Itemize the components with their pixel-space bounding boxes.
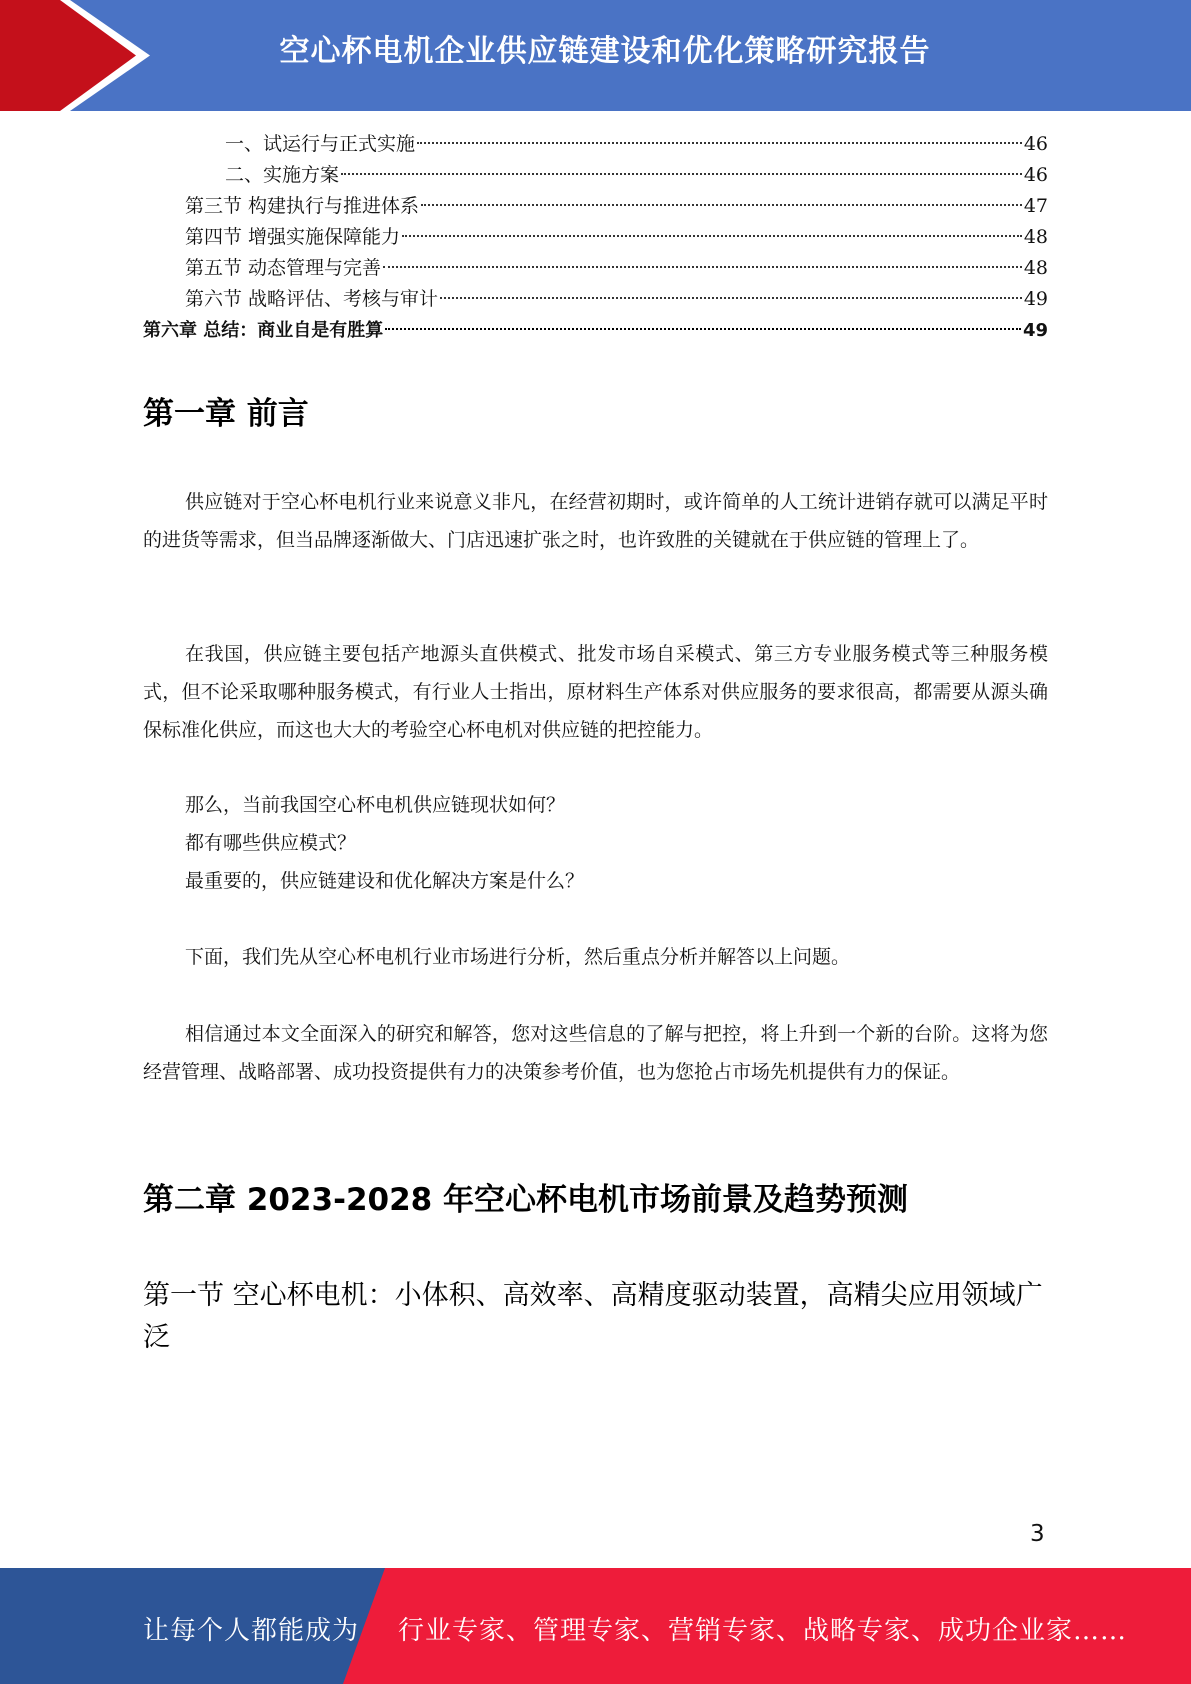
toc-entry[interactable] [143, 284, 1048, 315]
toc-entry-label: 第六章 总结：商业自是有胜算 [143, 320, 384, 341]
toc-entry-label: 一、试运行与正式实施 [225, 133, 416, 155]
page-number: 3 [1030, 1521, 1045, 1547]
toc-leader-dots [402, 235, 1022, 237]
toc-entry[interactable] [143, 222, 1048, 253]
toc-entry-label: 第四节 增强实施保障能力 [185, 226, 401, 248]
toc-entry-page: 49 [1022, 320, 1048, 341]
toc-entry-page: 49 [1023, 288, 1048, 310]
body-paragraph: 相信通过本文全面深入的研究和解答，您对这些信息的了解与把控，将上升到一个新的台阶。这将为您经营管理、战略部署、成功投资提供有力的决策参考价值，也为您抢占市场先机提供有力的保证。 [143, 1023, 1048, 1083]
body-paragraph: 供应链对于空心杯电机行业来说意义非凡，在经营初期时，或许简单的人工统计进销存就可以满足平时的进货等需求，但当品牌逐渐做大、门店迅速扩张之时，也许致胜的关键就在于供应链的管理上了。 [143, 491, 1048, 551]
page-footer [0, 1568, 1191, 1684]
body-paragraph: 下面，我们先从空心杯电机行业市场进行分析，然后重点分析并解答以上问题。 [185, 946, 851, 968]
toc-entry[interactable] [143, 160, 1048, 191]
footer-slogan-left: 让每个人都能成为 [143, 1616, 360, 1646]
toc-leader-dots [417, 142, 1022, 144]
toc-entry[interactable] [143, 129, 1048, 160]
question-line: 都有哪些供应模式？ [185, 832, 357, 854]
toc-leader-dots [440, 297, 1022, 299]
toc-entry-label: 第五节 动态管理与完善 [185, 257, 382, 279]
toc-entry-page: 47 [1023, 195, 1048, 217]
toc-leader-dots [421, 204, 1022, 206]
toc-leader-dots [385, 328, 1021, 330]
toc-leader-dots [383, 266, 1022, 268]
toc-entry[interactable] [143, 253, 1048, 284]
toc-entry-chapter[interactable] [143, 315, 1048, 346]
question-line: 那么，当前我国空心杯电机供应链现状如何？ [185, 794, 566, 816]
toc-entry[interactable] [143, 191, 1048, 222]
report-title: 空心杯电机企业供应链建设和优化策略研究报告 [279, 34, 931, 69]
footer-slogan-right: 行业专家、管理专家、营销专家、战略专家、成功企业家…… [398, 1616, 1128, 1646]
toc-entry-page: 46 [1023, 133, 1048, 155]
chapter-heading: 第二章 2023-2028 年空心杯电机市场前景及趋势预测 [143, 1182, 909, 1218]
chapter-heading: 第一章 前言 [143, 396, 309, 432]
toc-leader-dots [341, 173, 1022, 175]
toc-entry-page: 46 [1023, 164, 1048, 186]
body-paragraph: 在我国，供应链主要包括产地源头直供模式、批发市场自采模式、第三方专业服务模式等三种服务模式，但不论采取哪种服务模式，有行业人士指出，原材料生产体系对供应服务的要求很高，都需要从源头确保标准化供应，而这也大大的考验空心杯电机对供应链的把控能力。 [143, 643, 1048, 741]
toc-entry-label: 第三节 构建执行与推进体系 [185, 195, 420, 217]
header-arrow-graphic [0, 0, 150, 111]
toc-entry-page: 48 [1023, 226, 1048, 248]
toc-entry-label: 二、实施方案 [225, 164, 340, 186]
question-line: 最重要的，供应链建设和优化解决方案是什么？ [185, 870, 585, 892]
table-of-contents [143, 129, 1048, 346]
toc-entry-page: 48 [1023, 257, 1048, 279]
page-header [0, 0, 1191, 111]
section-heading: 第一节 空心杯电机：小体积、高效率、高精度驱动装置，高精尖应用领域广泛 [143, 1280, 1043, 1353]
toc-entry-label: 第六节 战略评估、考核与审计 [185, 288, 439, 310]
question-list [143, 786, 1048, 900]
